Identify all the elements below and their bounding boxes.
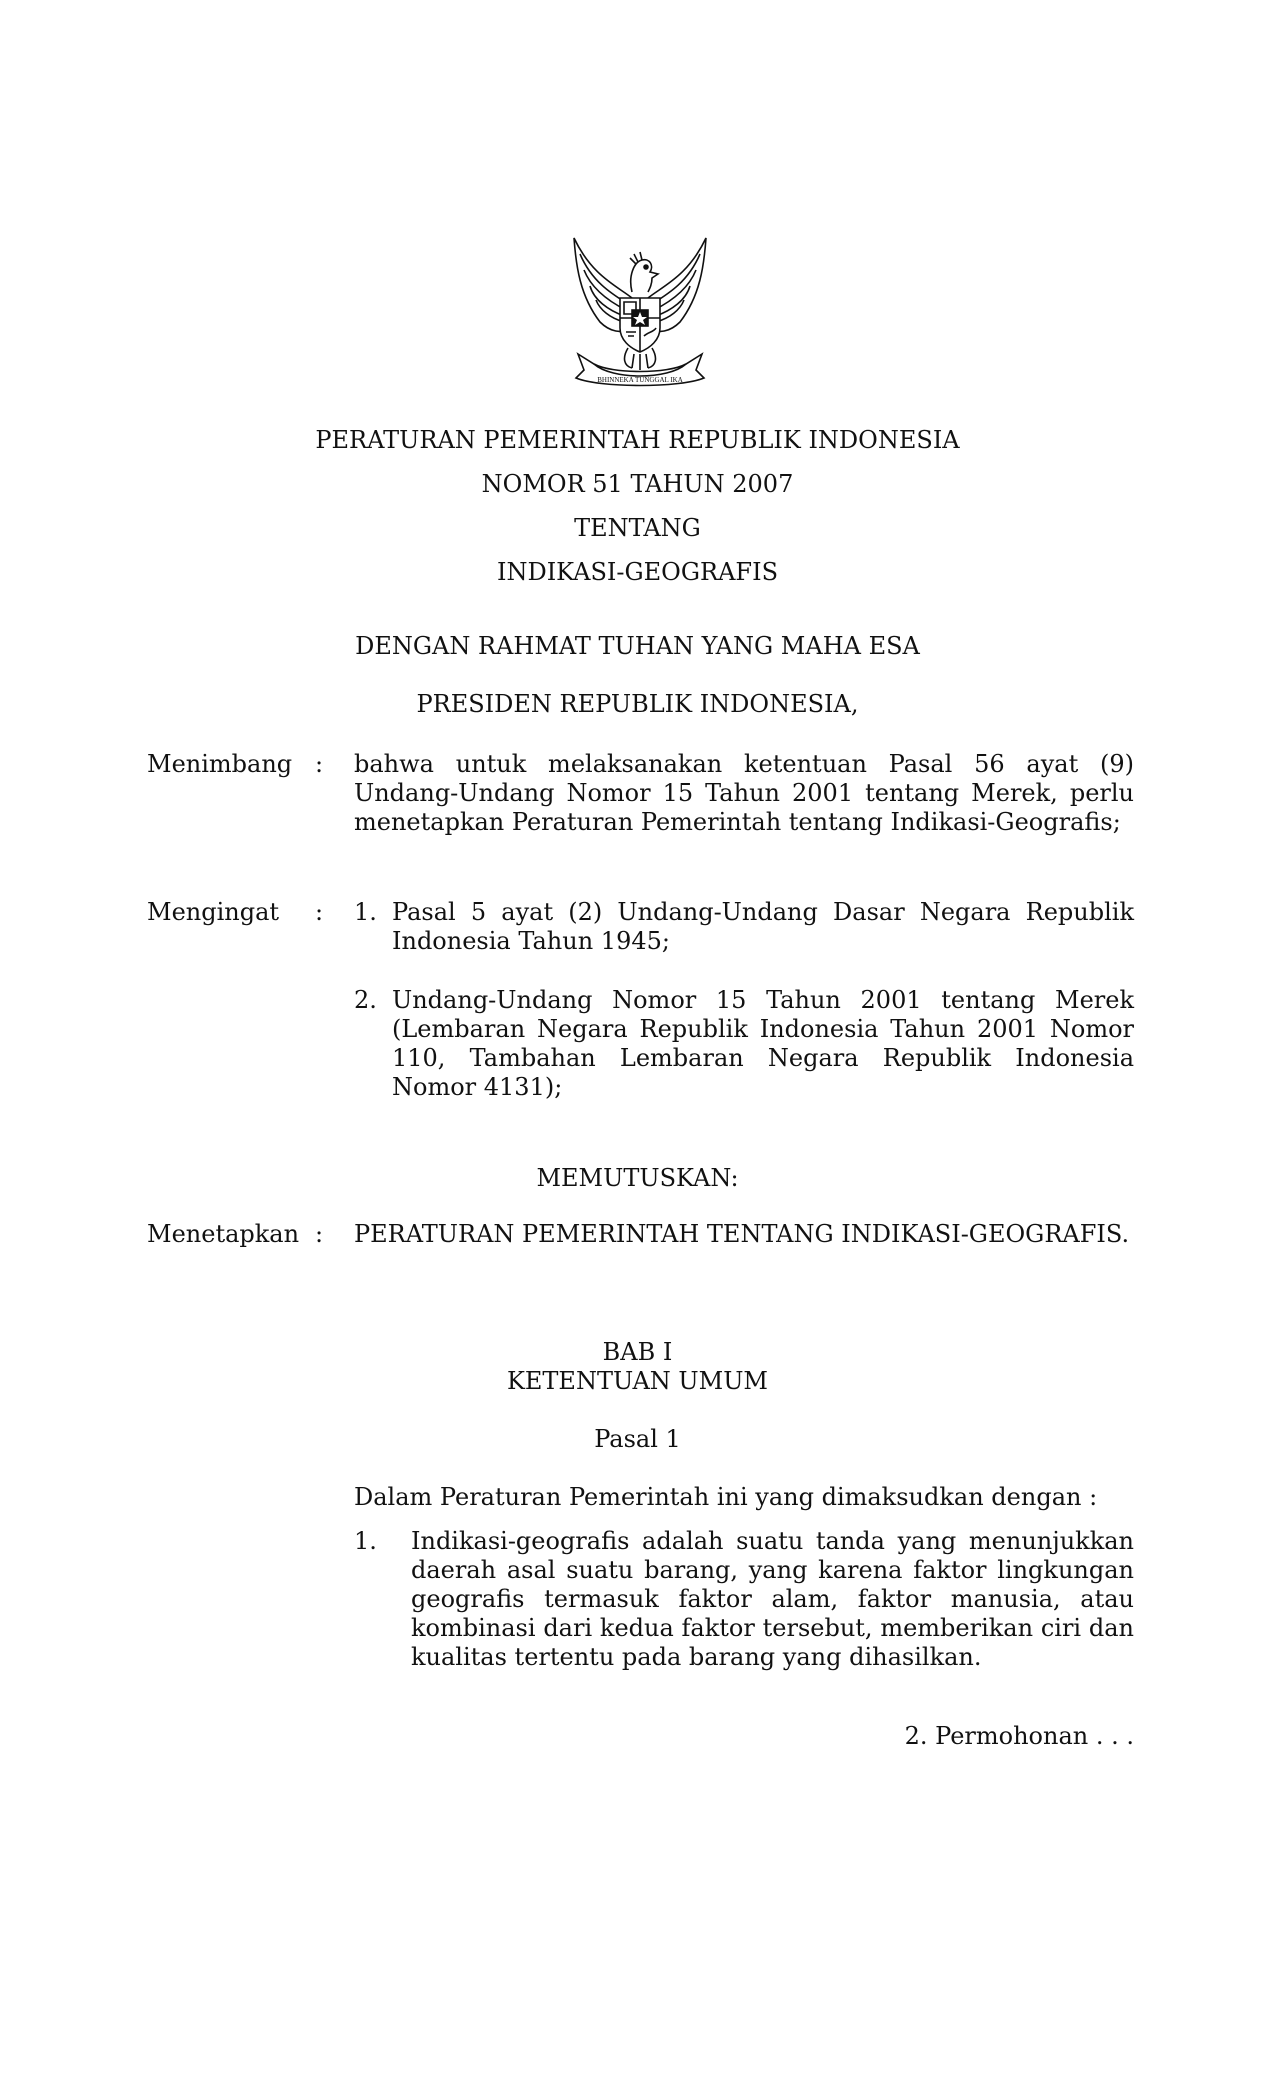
pasal-item-1: Indikasi-geografis adalah suatu tanda yang menunjukkan daerah asal suatu barang, yang karena faktor lingkungan geografis termasuk faktor alam, faktor manusia, atau kombinasi dari kedua faktor tersebut, memberikan ciri dan kualitas tertentu pada barang yang dihasilkan.	[411, 1527, 1134, 1671]
doc-subject: INDIKASI-GEOGRAFIS	[496, 558, 779, 586]
bab-title: BAB I	[602, 1338, 673, 1366]
mengingat-colon: :	[315, 898, 324, 926]
doc-title: PERATURAN PEMERINTAH REPUBLIK INDONESIA	[315, 426, 960, 454]
menetapkan-text: PERATURAN PEMERINTAH TENTANG INDIKASI-GEOGRAFIS.	[354, 1220, 1130, 1248]
garuda-pancasila-emblem-icon	[562, 236, 718, 396]
menimbang-colon: :	[315, 750, 324, 778]
mengingat-item-1-num: 1.	[354, 898, 377, 926]
mengingat-label: Mengingat	[147, 898, 280, 926]
invocation: DENGAN RAHMAT TUHAN YANG MAHA ESA	[355, 632, 920, 660]
president-line: PRESIDEN REPUBLIK INDONESIA,	[416, 690, 859, 718]
emblem-motto: BHINNEKA TUNGGAL IKA	[597, 376, 683, 384]
menimbang-label: Menimbang	[147, 750, 293, 778]
pasal-title: Pasal 1	[594, 1425, 681, 1453]
doc-number: NOMOR 51 TAHUN 2007	[481, 470, 794, 498]
mengingat-item-2-num: 2.	[354, 986, 377, 1014]
mengingat-item-1: Pasal 5 ayat (2) Undang-Undang Dasar Negara Republik Indonesia Tahun 1945;	[392, 898, 1134, 955]
page-continuation: 2. Permohonan . . .	[904, 1722, 1134, 1750]
menimbang-text: bahwa untuk melaksanakan ketentuan Pasal 56 ayat (9) Undang-Undang Nomor 15 Tahun 2001 tentang Merek, perlu menetapkan Peraturan Pemerintah tentang Indikasi-Geografis;	[354, 750, 1134, 836]
mengingat-item-2: Undang-Undang Nomor 15 Tahun 2001 tentang Merek (Lembaran Negara Republik Indonesia Tahun 2001 Nomor 110, Tambahan Lembaran Negara Republik Indonesia Nomor 4131);	[392, 986, 1134, 1101]
pasal-intro: Dalam Peraturan Pemerintah ini yang dimaksudkan dengan :	[354, 1483, 1098, 1511]
menetapkan-colon: :	[315, 1220, 324, 1248]
pasal-item-1-num: 1.	[354, 1527, 377, 1555]
bab-subtitle: KETENTUAN UMUM	[506, 1367, 769, 1395]
doc-tentang: TENTANG	[574, 514, 701, 542]
menetapkan-label: Menetapkan	[147, 1220, 300, 1248]
memutuskan-heading: MEMUTUSKAN:	[536, 1164, 739, 1192]
